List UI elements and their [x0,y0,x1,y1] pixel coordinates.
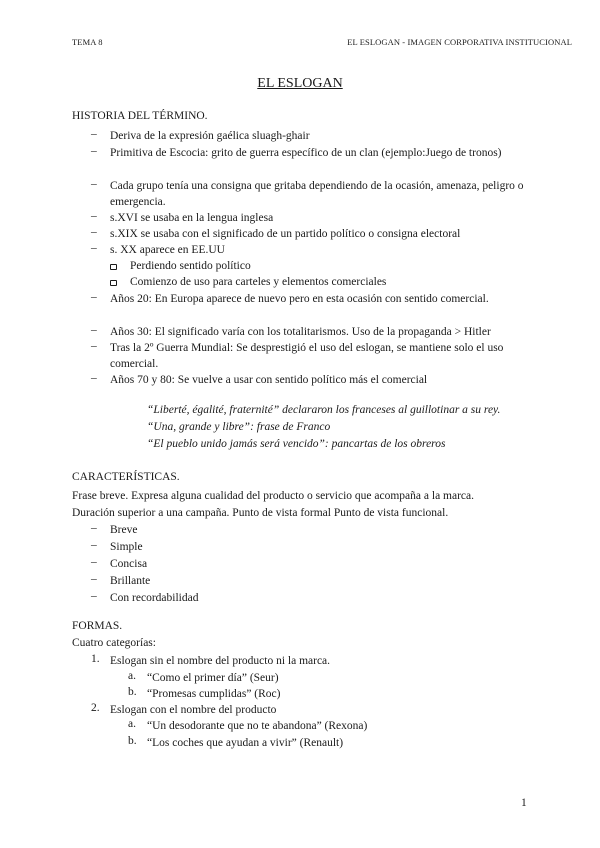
dash-bullet: – [91,226,97,238]
list-item: Años 30: El significado varía con los totalitarismos. Uso de la propaganda > Hitler [110,326,491,338]
dash-bullet: – [91,178,97,190]
dash-bullet: – [91,145,97,157]
header-right-title: EL ESLOGAN - IMAGEN CORPORATIVA INSTITUCIONAL [347,37,572,47]
list-item: Eslogan sin el nombre del producto ni la marca. [110,655,331,667]
dash-bullet: – [91,556,97,568]
list-item: Primitiva de Escocia: grito de guerra específico de un clan (ejemplo:Juego de tronos) [110,147,502,159]
list-item: Años 20: En Europa aparece de nuevo pero en esta ocasión con sentido comercial. [110,293,489,305]
dash-bullet: – [91,522,97,534]
page-title: EL ESLOGAN [257,76,343,91]
quote-line: “Liberté, égalité, fraternité” declararon los franceses al guillotinar a su rey. [147,404,501,416]
page-number: 1 [521,797,527,809]
list-item: s.XIX se usaba con el significado de un partido político o consigna electoral [110,228,461,240]
paragraph: Duración superior a una campaña. Punto de vista formal Punto de vista funcional. [72,507,449,519]
example-item: “Los coches que ayudan a vivir” (Renault) [147,737,344,749]
dash-bullet: – [91,324,97,336]
list-item: Brillante [110,575,151,587]
header-left-tema: TEMA 8 [72,37,103,47]
paragraph: Frase breve. Expresa alguna cualidad del producto o servicio que acompaña a la marca. [72,490,475,502]
dash-bullet: – [91,128,97,140]
dash-bullet: – [91,340,97,352]
list-letter: a. [128,670,136,682]
list-number: 1. [91,653,100,665]
section-heading-formas: FORMAS. [72,620,123,632]
list-item: Eslogan con el nombre del producto [110,704,277,716]
dash-bullet: – [91,242,97,254]
list-item: Cada grupo tenía una consigna que gritaba dependiendo de la ocasión, amenaza, peligro o emergencia. [110,180,524,208]
square-bullet-icon [110,264,117,270]
list-item: s.XVI se usaba en la lengua inglesa [110,212,274,224]
list-item: Con recordabilidad [110,592,199,604]
quote-line: “El pueblo unido jamás será vencido”: pancartas de los obreros [147,438,446,450]
list-item: Deriva de la expresión gaélica sluagh-ghair [110,130,310,142]
sub-list-item: Comienzo de uso para carteles y elementos comerciales [130,276,387,288]
dash-bullet: – [91,539,97,551]
sub-list-item: Perdiendo sentido político [130,260,251,272]
section-heading-historia: HISTORIA DEL TÉRMINO. [72,110,208,122]
dash-bullet: – [91,590,97,602]
example-item: “Como el primer día” (Seur) [147,672,279,684]
dash-bullet: – [91,210,97,222]
paragraph: Cuatro categorías: [72,637,156,649]
quote-line: “Una, grande y libre”: frase de Franco [147,421,331,433]
example-item: “Un desodorante que no te abandona” (Rexona) [147,720,368,732]
list-item: Simple [110,541,143,553]
list-letter: a. [128,718,136,730]
section-heading-caracteristicas: CARACTERÍSTICAS. [72,471,180,483]
list-item: Años 70 y 80: Se vuelve a usar con sentido político más el comercial [110,374,428,386]
list-item: Breve [110,524,138,536]
list-item: Tras la 2º Guerra Mundial: Se desprestigió el uso del eslogan, se mantiene solo el uso comercial. [110,342,504,370]
list-number: 2. [91,702,100,714]
square-bullet-icon [110,280,117,286]
dash-bullet: – [91,573,97,585]
example-item: “Promesas cumplidas” (Roc) [147,688,281,700]
list-item: s. XX aparece en EE.UU [110,244,225,256]
dash-bullet: – [91,372,97,384]
list-letter: b. [128,686,137,698]
dash-bullet: – [91,291,97,303]
list-letter: b. [128,735,137,747]
list-item: Concisa [110,558,148,570]
